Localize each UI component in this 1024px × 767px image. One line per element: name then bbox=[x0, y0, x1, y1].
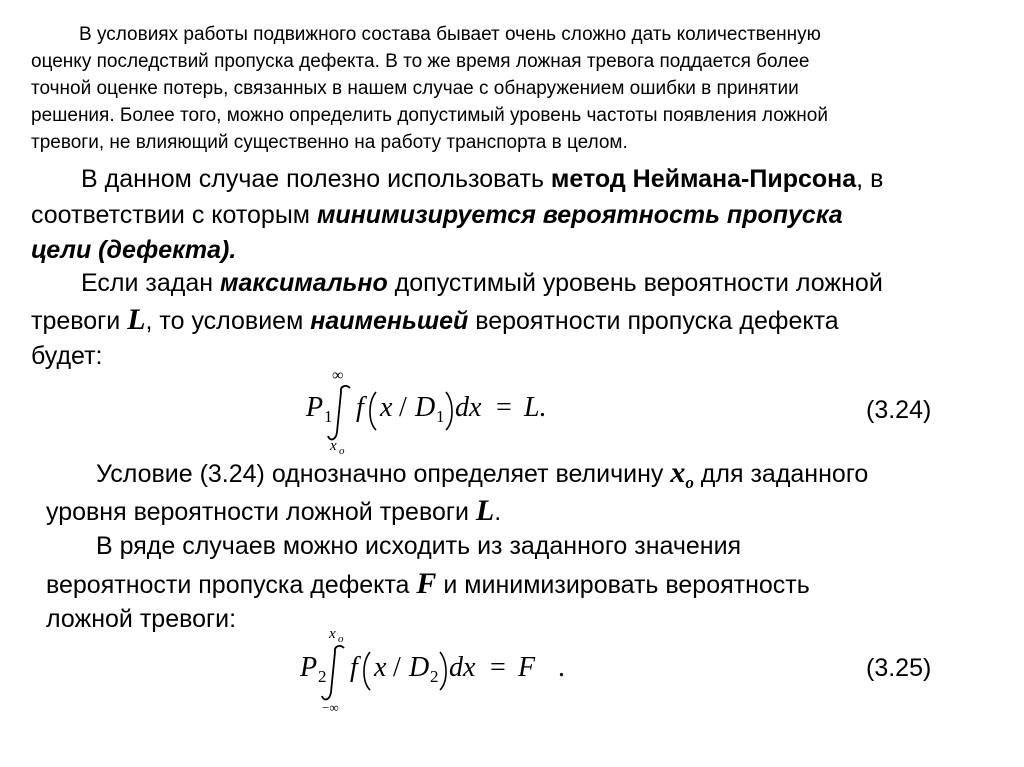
x0-line-1-post: для заданного bbox=[693, 460, 869, 488]
eq1-upper-limit: ∞ bbox=[332, 367, 344, 384]
np-line-1-pre: В данном случае полезно использовать bbox=[81, 165, 551, 193]
eq2-equals: = bbox=[490, 652, 506, 683]
cond-line-1-post: допустимый уровень вероятности ложной bbox=[387, 269, 883, 297]
equation-3-25 bbox=[294, 624, 594, 716]
intro-line-5: тревоги, не влияющий существенно на работу транспорта в целом. bbox=[31, 132, 628, 153]
eq2-f: f bbox=[350, 652, 358, 683]
eq1-dx: dx bbox=[455, 392, 482, 423]
var-x-sub: o bbox=[685, 473, 694, 492]
eq2-left-paren bbox=[364, 652, 370, 690]
np-line-2-pre: соответствии с которым bbox=[31, 201, 317, 229]
eq2-dot: . bbox=[558, 652, 565, 683]
cond-line-1-emphasis: максимально bbox=[220, 269, 388, 297]
intro-line-1: В условиях работы подвижного состава бывает очень сложно дать количественную bbox=[79, 24, 821, 45]
eq1-x: x bbox=[380, 392, 393, 423]
eq1-right-paren bbox=[446, 392, 452, 430]
alt-line-2-pre: вероятности пропуска дефекта bbox=[46, 571, 417, 599]
eq2-D: D bbox=[409, 652, 430, 683]
eq1-lower-limit: x bbox=[330, 438, 337, 454]
x0-line-2-pre: уровня вероятности ложной тревоги bbox=[46, 498, 476, 526]
cond-line-2 bbox=[31, 304, 839, 337]
cond-line-2-emphasis: наименьшей bbox=[310, 307, 469, 335]
var-L-2: L bbox=[475, 494, 495, 527]
x0-line-2-post: . bbox=[494, 498, 502, 526]
np-line-3-emphasis: цели (дефекта). bbox=[31, 236, 237, 264]
eq2-rhs: F bbox=[518, 652, 536, 683]
eq2-right-paren bbox=[440, 652, 446, 690]
np-line-2 bbox=[31, 200, 843, 231]
eq2-slash: / bbox=[393, 652, 401, 683]
intro-line-3: точной оценке потерь, связанных в нашем случае с обнаружением ошибки в принятии bbox=[31, 78, 799, 99]
eq2-lower-limit: −∞ bbox=[322, 700, 339, 715]
eq1-equals: = bbox=[496, 392, 512, 423]
alt-line-2 bbox=[46, 568, 810, 601]
alt-line-3: ложной тревоги: bbox=[46, 605, 237, 633]
var-L: L bbox=[127, 303, 146, 336]
equation-number-3-24: (3.24) bbox=[866, 396, 932, 424]
np-line-1-post: , в bbox=[856, 165, 884, 193]
eq1-f: f bbox=[356, 392, 364, 423]
var-x: x bbox=[670, 456, 686, 489]
eq1-rhs: L. bbox=[524, 392, 547, 423]
eq1-D-sub: 1 bbox=[436, 407, 445, 426]
x0-line-1 bbox=[96, 457, 868, 498]
equation-number-3-25: (3.25) bbox=[866, 654, 932, 682]
eq2-D-sub: 2 bbox=[430, 667, 439, 686]
eq2-x: x bbox=[374, 652, 387, 683]
cond-line-1 bbox=[81, 268, 883, 299]
eq2-dx: dx bbox=[449, 652, 476, 683]
x0-line-2 bbox=[46, 495, 501, 528]
method-name: метод Неймана-Пирсона bbox=[550, 165, 857, 193]
var-F: F bbox=[416, 567, 437, 600]
equation-3-24 bbox=[300, 364, 600, 456]
cond-line-2-pre: тревоги bbox=[31, 307, 128, 335]
alt-line-2-post: и минимизировать вероятность bbox=[436, 571, 810, 599]
np-line-3 bbox=[31, 235, 236, 266]
np-line-1 bbox=[81, 164, 883, 195]
cond-line-3: будет: bbox=[31, 342, 103, 370]
eq1-D: D bbox=[415, 392, 436, 423]
np-line-2-emphasis: минимизируется вероятность пропуска bbox=[316, 201, 843, 229]
eq1-P-sub: 1 bbox=[324, 407, 333, 426]
eq2-P: P bbox=[300, 652, 318, 683]
cond-line-1-pre: Если задан bbox=[81, 269, 221, 297]
eq2-P-sub: 2 bbox=[318, 667, 327, 686]
eq1-slash: / bbox=[399, 392, 407, 423]
eq2-upper-limit: x bbox=[329, 626, 336, 642]
cond-line-2-post: вероятности пропуска дефекта bbox=[468, 307, 839, 335]
eq1-left-paren bbox=[370, 392, 376, 430]
eq1-lower-limit-sub: o bbox=[339, 445, 345, 456]
intro-line-2: оценку последствий пропуска дефекта. В то же время ложная тревога поддается более bbox=[31, 51, 810, 72]
x0-line-1-pre: Условие (3.24) однозначно определяет величину bbox=[96, 460, 671, 488]
eq1-P: P bbox=[306, 392, 324, 423]
cond-line-2-mid: , то условием bbox=[145, 307, 311, 335]
eq2-upper-limit-sub: o bbox=[338, 633, 344, 645]
alt-line-1: В ряде случаев можно исходить из заданного значения bbox=[96, 532, 742, 560]
intro-line-4: решения. Более того, можно определить допустимый уровень частоты появления ложной bbox=[31, 105, 828, 126]
